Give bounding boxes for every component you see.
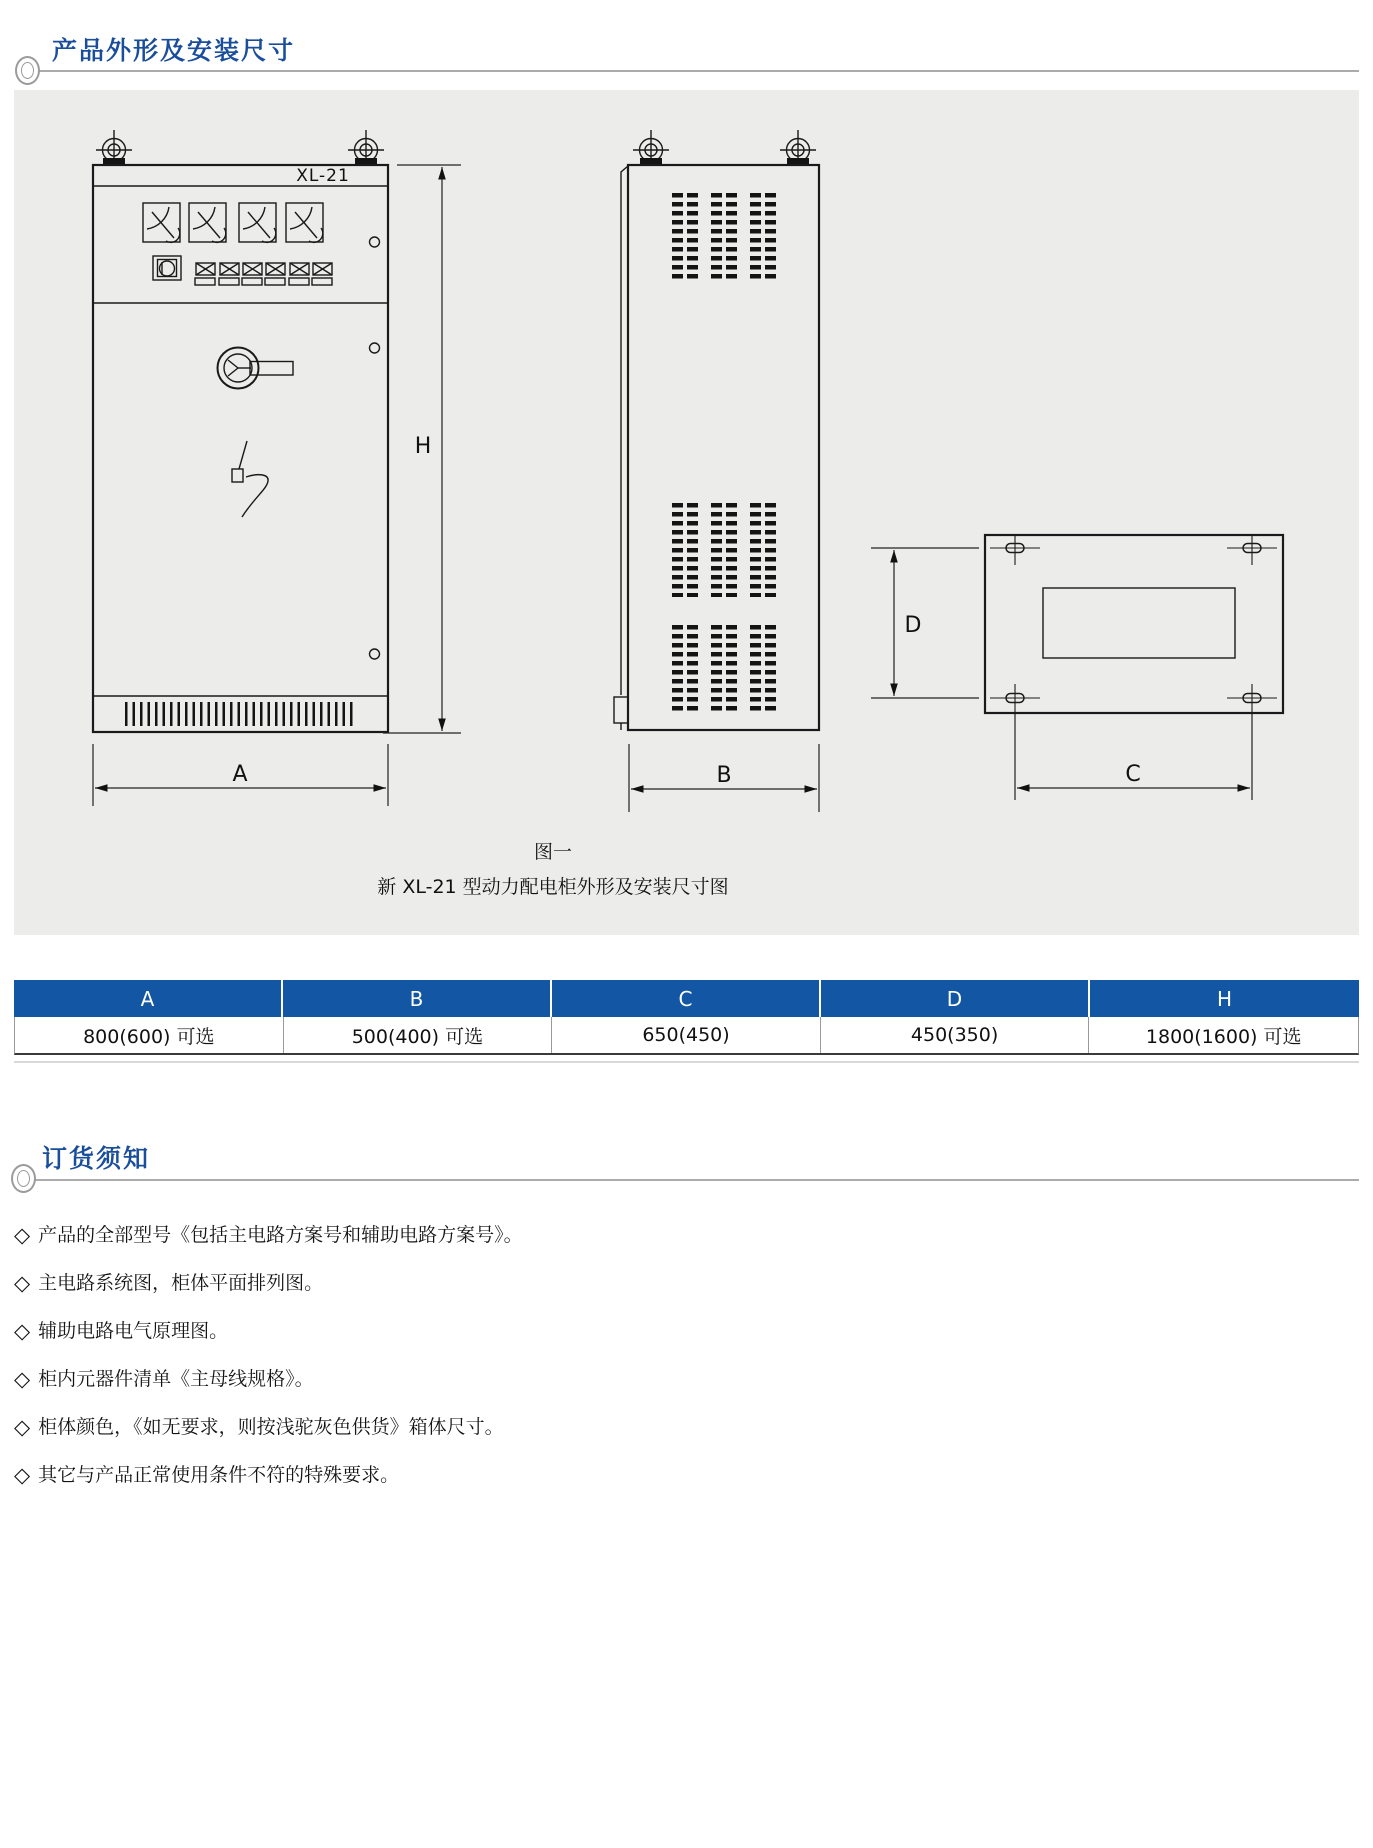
dimension-C (1015, 714, 1252, 800)
vent-louver (750, 503, 776, 597)
table-header-H: H (1090, 980, 1359, 1017)
table-value-B: 500(400) 可选 (284, 1017, 553, 1053)
base-mounting-view (985, 534, 1283, 715)
hinge-hole (370, 649, 380, 659)
mounting-slot-icon (990, 534, 1040, 565)
note-text: 柜体颜色，《如无要求，则按浅驼灰色供货》箱体尺寸。 (38, 1416, 504, 1438)
note-text: 产品的全部型号《包括主电路方案号和辅助电路方案号》。 (38, 1224, 523, 1246)
diamond-bullet-icon: ◇ (14, 1367, 31, 1391)
diamond-bullet-icon: ◇ (14, 1271, 31, 1295)
section-title-product-dimensions: 产品外形及安装尺寸 (52, 36, 296, 65)
mounting-slot-icon (990, 684, 1040, 715)
dimension-table-value-row (14, 1017, 1359, 1055)
table-value-H: 1800(1600) 可选 (1145, 1025, 1302, 1048)
meter-icon (239, 203, 276, 242)
cable-entry-opening (1043, 588, 1235, 658)
list-item (14, 1270, 1344, 1318)
lifting-eye-icon (633, 130, 669, 166)
section-title-ordering-notes: 订货须知 (42, 1144, 151, 1173)
vent-louver (672, 193, 698, 283)
note-text: 柜内元器件清单《主母线规格》。 (38, 1368, 314, 1390)
dimension-A (93, 744, 388, 806)
dimension-table-header-row (14, 980, 1359, 1017)
meter-icon (286, 203, 323, 242)
list-item (14, 1414, 1344, 1462)
list-item (14, 1366, 1344, 1414)
table-shadow-line (14, 1061, 1359, 1063)
diamond-bullet-icon: ◇ (14, 1415, 31, 1439)
dimension-D (871, 548, 979, 698)
dim-label-H: H (414, 434, 432, 459)
table-header-A: A (14, 980, 283, 1017)
lifting-eye-icon (780, 130, 816, 166)
ordering-notes-list (14, 1222, 1344, 1510)
lifting-eye-icon (96, 130, 132, 166)
table-value-D: 450(350) (821, 1017, 1090, 1053)
section-divider (25, 1179, 1359, 1181)
control-knob-icon (153, 256, 181, 280)
lifting-eye-icon (348, 130, 384, 166)
cabinet-front-outline (93, 165, 388, 732)
front-vent-grille (125, 702, 355, 726)
dimension-H (383, 165, 461, 733)
indicator-lamp-icon (219, 263, 239, 285)
table-header-D: D (821, 980, 1090, 1017)
meter-icon (189, 203, 226, 242)
vent-louver (750, 193, 776, 283)
list-item (14, 1222, 1344, 1270)
section-ring-icon (11, 1164, 36, 1193)
dimension-table (14, 980, 1359, 1055)
door-lock-icon (232, 441, 268, 517)
note-text: 其它与产品正常使用条件不符的特殊要求。 (38, 1464, 400, 1486)
indicator-lamp-icon (289, 263, 309, 285)
dimension-B (629, 744, 819, 812)
dim-label-A: A (232, 762, 248, 787)
dim-label-B: B (716, 763, 732, 788)
indicator-lamp-icon (265, 263, 285, 285)
list-item (14, 1462, 1344, 1510)
figure-caption-text: 新 XL-21 型动力配电柜外形及安装尺寸图 (377, 876, 729, 898)
vent-louver (711, 503, 737, 597)
cabinet-model-label: XL-21 (296, 166, 350, 186)
section-ring-icon (15, 56, 40, 85)
table-value-A: 800(600) 可选 (15, 1017, 284, 1053)
figure-caption-number: 图一 (533, 841, 573, 863)
table-value-C: 650(450) (552, 1017, 821, 1053)
rotary-handle-icon (218, 348, 294, 389)
vent-louver (750, 625, 776, 715)
note-text: 辅助电路电气原理图。 (38, 1320, 229, 1342)
section-ring-icon-inner (21, 62, 34, 79)
vent-louver (711, 625, 737, 715)
vent-louver (711, 193, 737, 283)
section-divider (29, 70, 1359, 72)
table-header-C: C (552, 980, 821, 1017)
base-outline (985, 535, 1283, 713)
drawing-panel (14, 90, 1359, 935)
mounting-slot-icon (1227, 684, 1277, 715)
vent-louver (672, 503, 698, 597)
dim-label-C: C (1125, 762, 1141, 787)
list-item (14, 1318, 1344, 1366)
section-ring-icon-inner (17, 1170, 30, 1187)
dim-label-D: D (904, 613, 922, 638)
table-header-B: B (283, 980, 552, 1017)
hinge-hole (370, 237, 380, 247)
vent-louver (672, 625, 698, 715)
meter-icon (143, 203, 180, 242)
indicator-lamp-icon (312, 263, 332, 285)
indicator-lamp-icon (195, 263, 215, 285)
diamond-bullet-icon: ◇ (14, 1319, 31, 1343)
mounting-slot-icon (1227, 534, 1277, 565)
diamond-bullet-icon: ◇ (14, 1463, 31, 1487)
diamond-bullet-icon: ◇ (14, 1223, 31, 1247)
indicator-lamp-icon (242, 263, 262, 285)
hinge-hole (370, 343, 380, 353)
note-text: 主电路系统图，柜体平面排列图。 (38, 1272, 324, 1294)
front-view (93, 130, 388, 732)
door-hinge-bracket (614, 697, 628, 723)
